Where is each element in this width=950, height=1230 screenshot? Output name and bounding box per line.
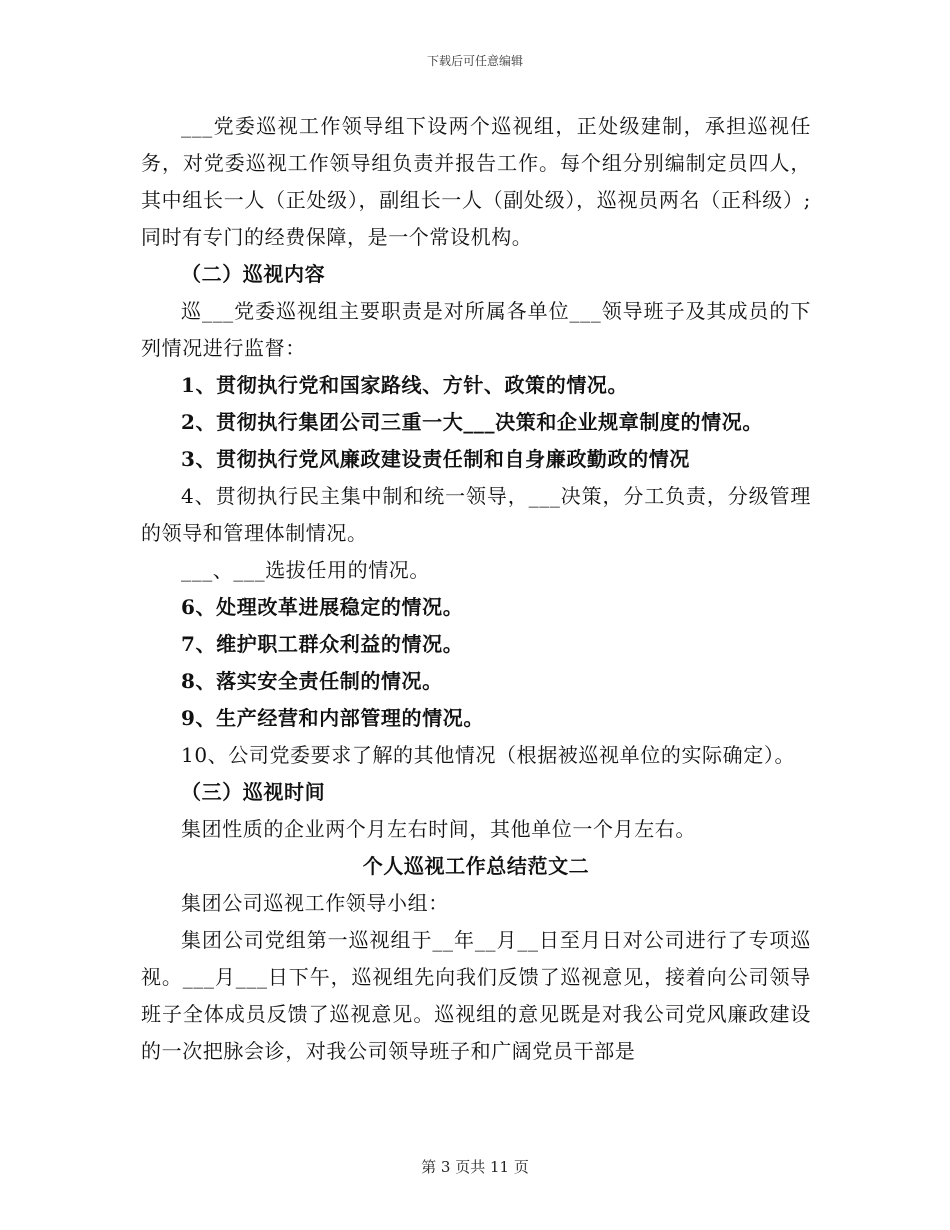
- list-item-4: 4、贯彻执行民主集中制和统一领导，___决策，分工负责，分级管理的领导和管理体制情况。: [141, 484, 811, 545]
- document-body: [141, 108, 811, 1070]
- list-item-1: 1、贯彻执行党和国家路线、方针、政策的情况。: [181, 373, 629, 397]
- section-heading-time: （三）巡视时间: [181, 780, 326, 804]
- paragraph-time: 集团性质的企业两个月左右时间，其他单位一个月左右。: [181, 817, 696, 841]
- salutation: 集团公司巡视工作领导小组：: [181, 891, 449, 915]
- list-item-8: 8、落实安全责任制的情况。: [181, 669, 443, 693]
- document-title-2: 个人巡视工作总结范文二: [362, 854, 590, 878]
- list-item-10: 10、公司党委要求了解的其他情况（根据被巡视单位的实际确定）。: [181, 743, 796, 767]
- page-header: 下载后可任意编辑: [426, 54, 523, 68]
- list-item-7: 7、维护职工群众利益的情况。: [181, 632, 464, 656]
- paragraph-duties: 巡___党委巡视组主要职责是对所属各单位___领导班子及其成员的下列情况进行监督：: [141, 299, 811, 360]
- list-item-5: ___、___选拔任用的情况。: [181, 558, 430, 582]
- page-footer: 第 3 页共 11 页: [421, 1158, 529, 1176]
- paragraph-feedback: 集团公司党组第一巡视组于__年__月__日至月日对公司进行了专项巡视。___月___日下午，巡视组先向我们反馈了巡视意见，接着向公司领导班子全体成员反馈了巡视意见。巡视组的意见既是对我公司党风廉政建设的一次把脉会诊，对我公司领导班子和广阔党员干部是: [141, 928, 811, 1063]
- list-item-6: 6、处理改革进展稳定的情况。: [181, 595, 464, 619]
- list-item-9: 9、生产经营和内部管理的情况。: [181, 706, 484, 730]
- section-heading-content: （二）巡视内容: [181, 262, 326, 286]
- paragraph-inspection-groups: ___党委巡视工作领导组下设两个巡视组，正处级建制，承担巡视任务，对党委巡视工作领导组负责并报告工作。每个组分别编制定员四人，其中组长一人（正处级），副组长一人（副处级），巡视员两名（正科级）;同时有专门的经费保障，是一个常设机构。: [141, 114, 811, 249]
- list-item-2: 2、贯彻执行集团公司三重一大___决策和企业规章制度的情况。: [181, 410, 763, 434]
- list-item-3: 3、贯彻执行党风廉政建设责任制和自身廉政勤政的情况: [181, 447, 690, 471]
